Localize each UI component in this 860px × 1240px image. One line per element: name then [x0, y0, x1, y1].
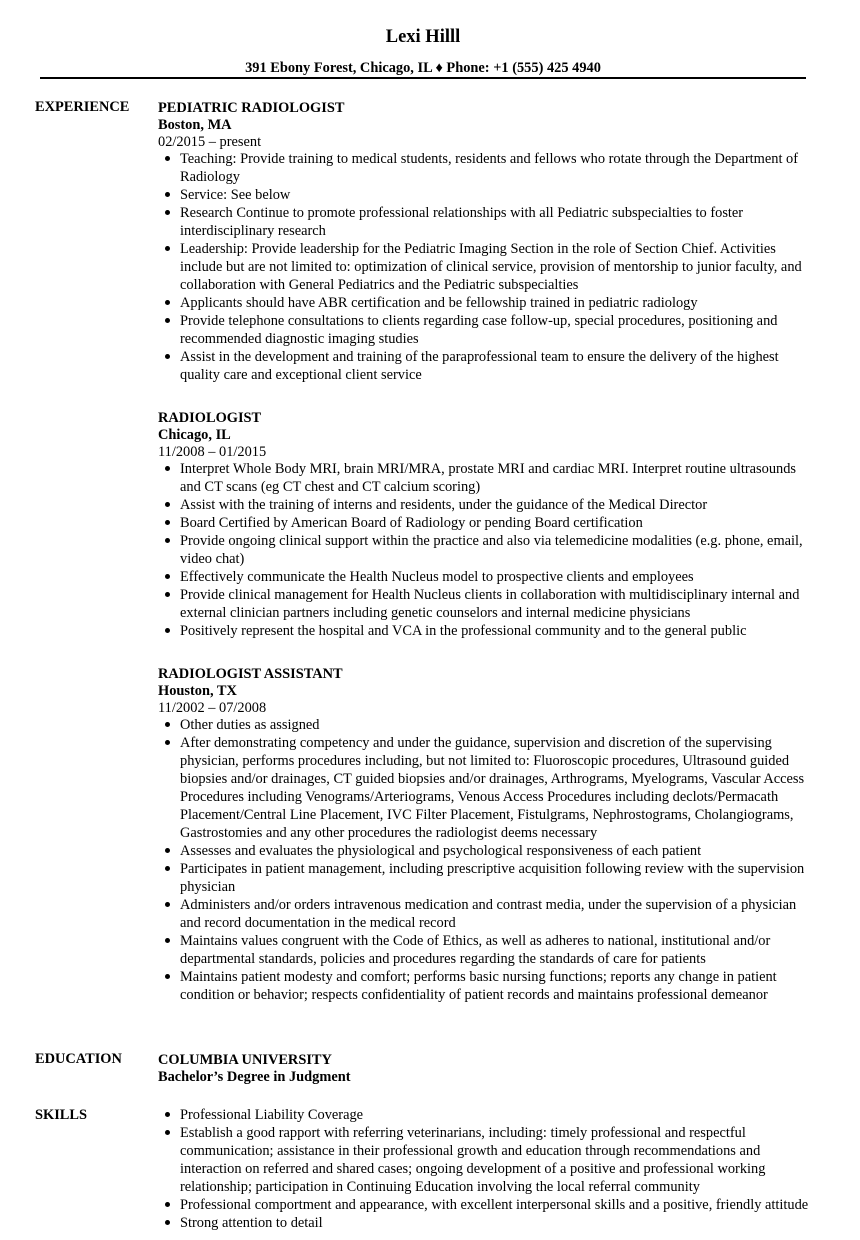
job-bullet: Provide ongoing clinical support within the practice and also via telemedicine modalities (e.g. phone, email, video chat) [180, 532, 818, 568]
job-bullet: Assesses and evaluates the physiological and psychological responsiveness of each patient [180, 842, 818, 860]
job-entry [158, 99, 818, 384]
job-bullet-list [158, 460, 818, 640]
job-bullet: Effectively communicate the Health Nucleus model to prospective clients and employees [180, 568, 818, 586]
job-bullet: Interpret Whole Body MRI, brain MRI/MRA, prostate MRI and cardiac MRI. Interpret routine ultrasounds and CT scans (eg CT chest and CT calcium scoring) [180, 460, 818, 496]
job-location: Boston, MA [158, 117, 232, 133]
education-entry [158, 1051, 818, 1086]
job-bullet: Assist with the training of interns and residents, under the guidance of the Medical Director [180, 496, 818, 514]
job-title: PEDIATRIC RADIOLOGIST [158, 100, 345, 116]
job-bullet: Assist in the development and training of the paraprofessional team to ensure the delivery of the highest quality care and exceptional client service [180, 348, 818, 384]
job-title: RADIOLOGIST ASSISTANT [158, 666, 343, 682]
job-bullet: Applicants should have ABR certification and be fellowship trained in pediatric radiology [180, 294, 818, 312]
education-section-label: EDUCATION [35, 1051, 122, 1067]
candidate-name: Lexi Hilll [385, 27, 461, 47]
job-bullet: Research Continue to promote professional relationships with all Pediatric subspecialties to foster interdisciplinary research [180, 204, 818, 240]
job-bullet: Positively represent the hospital and VCA in the professional community and to the general public [180, 622, 818, 640]
job-bullet: Maintains values congruent with the Code of Ethics, as well as adheres to national, institutional and/or departmental standards, policies and procedures regarding the standards of care for patients [180, 932, 818, 968]
job-location: Houston, TX [158, 683, 237, 699]
job-bullet: Teaching: Provide training to medical students, residents and fellows who rotate through the Department of Radiology [180, 150, 818, 186]
experience-section-label: EXPERIENCE [35, 99, 130, 115]
skills-list [158, 1106, 818, 1232]
skill-item: Professional comportment and appearance, with excellent interpersonal skills and a positive, friendly attitude [180, 1196, 818, 1214]
job-bullet: Leadership: Provide leadership for the Pediatric Imaging Section in the role of Section Chief. Activities include but are not limited to: optimization of clinical service, provision of mentorship to junior faculty, and collaboration with General Pediatrics and the Pediatric subspecialties [180, 240, 818, 294]
job-dates: 02/2015 – present [158, 134, 262, 150]
degree: Bachelor’s Degree in Judgment [158, 1069, 351, 1085]
job-bullet: Provide telephone consultations to clients regarding case follow-up, special procedures, positioning and recommended diagnostic imaging studies [180, 312, 818, 348]
job-bullet: Maintains patient modesty and comfort; performs basic nursing functions; reports any change in patient condition or behavior; respects confidentiality of patient records and maintains professional demeanor [180, 968, 818, 1004]
job-bullet: Provide clinical management for Health Nucleus clients in collaboration with multidisciplinary internal and external clinician partners including genetic counselors and internal medicine physicians [180, 586, 818, 622]
job-entry [158, 409, 818, 640]
skills-entry [158, 1106, 818, 1232]
header-divider [40, 77, 806, 79]
job-bullet: Board Certified by American Board of Radiology or pending Board certification [180, 514, 818, 532]
job-bullet: After demonstrating competency and under the guidance, supervision and discretion of the supervising physician, performs procedures including, but not limited to: Fluoroscopic procedures, Ultrasound guided biopsies and/or drainages, CT guided biopsies and/or drainages, Arthrograms, Myelograms, Vascular Access Procedures including Venograms/Arteriograms, Venous Access Procedures including declots/Permacath Placement/Central Line Placement, IVC Filter Placement, Fistulgrams, Nephrostograms, Cholangiograms, Gastrostomies and any other procedures the radiologist deems necessary [180, 734, 818, 842]
job-bullet: Service: See below [180, 186, 818, 204]
contact-line: 391 Ebony Forest, Chicago, IL ♦ Phone: +1 (555) 425 4940 [245, 60, 601, 76]
job-bullet: Administers and/or orders intravenous medication and contrast media, under the supervision of a physician and record documentation in the medical record [180, 896, 818, 932]
skill-item: Professional Liability Coverage [180, 1106, 818, 1124]
job-location: Chicago, IL [158, 427, 231, 443]
skill-item: Establish a good rapport with referring veterinarians, including: timely professional and respectful communication; assistance in their professional growth and education through recommendations and interaction on referred and shared cases; ongoing development of a positive and professional working relationship; participation in Continuing Education involving the local referral community [180, 1124, 818, 1196]
job-bullet: Other duties as assigned [180, 716, 818, 734]
job-entry [158, 665, 818, 1004]
school-name: COLUMBIA UNIVERSITY [158, 1052, 332, 1068]
skill-item: Strong attention to detail [180, 1214, 818, 1232]
job-title: RADIOLOGIST [158, 410, 262, 426]
job-dates: 11/2008 – 01/2015 [158, 444, 267, 460]
job-bullet-list [158, 716, 818, 1004]
job-bullet: Participates in patient management, including prescriptive acquisition following review with the supervision physician [180, 860, 818, 896]
skills-section-label: SKILLS [35, 1107, 87, 1123]
job-bullet-list [158, 150, 818, 384]
job-dates: 11/2002 – 07/2008 [158, 700, 267, 716]
